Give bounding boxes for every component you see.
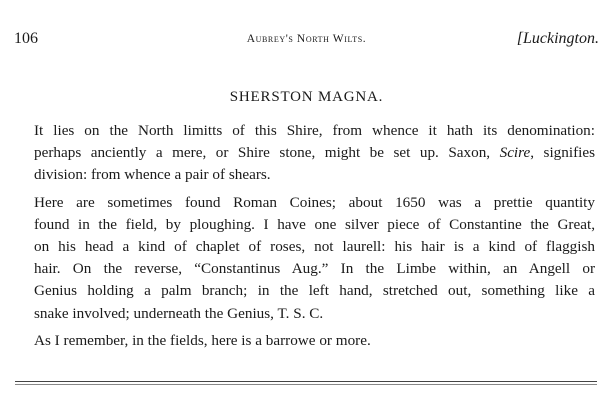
paragraph-3 (15, 330, 595, 352)
section-reference: [Luckington. (516, 30, 599, 47)
italic-word: Scire (499, 144, 531, 162)
body-text (15, 120, 595, 357)
text-line: As I remember, in the fields, here is a barrowe or more. (34, 331, 371, 349)
text-line: Here are sometimes found Roman Coines; about 1650 was a prettie quantity (34, 193, 595, 211)
paragraph-1 (15, 120, 595, 187)
page-number: 106 (14, 30, 38, 47)
text-line: Genius holding a palm branch; in the left hand, stretched out, something like a (34, 282, 595, 300)
text-line: hair. On the reverse, “Constantinus Aug.” In the Limbe within, an Angell or (34, 260, 595, 278)
running-header (14, 30, 599, 52)
text-line: It lies on the North limitts of this Shire, from whence it hath its denomination: (34, 122, 595, 139)
section-heading: SHERSTON MAGNA. (229, 89, 384, 105)
text-segment: perhaps anciently a mere, or Shire stone, might be set up. Saxon, (34, 144, 500, 162)
text-line: found in the field, by ploughing. I have one silver piece of Constantine the Great, (34, 215, 595, 233)
footnote-rule-secondary (15, 384, 597, 385)
paragraph-2 (15, 192, 595, 325)
text-line: division: from whence a pair of shears. (34, 166, 271, 184)
text-line: on his head a kind of chaplet of roses, not laurell: his hair is a kind of flaggish (34, 238, 595, 256)
footnote-rule (15, 381, 597, 382)
text-line: snake involved; underneath the Genius, T. S. C. (34, 304, 324, 322)
text-segment: , signifies (530, 144, 595, 162)
text-line (15, 142, 595, 164)
running-title: Aubrey's North Wilts. (246, 33, 367, 45)
